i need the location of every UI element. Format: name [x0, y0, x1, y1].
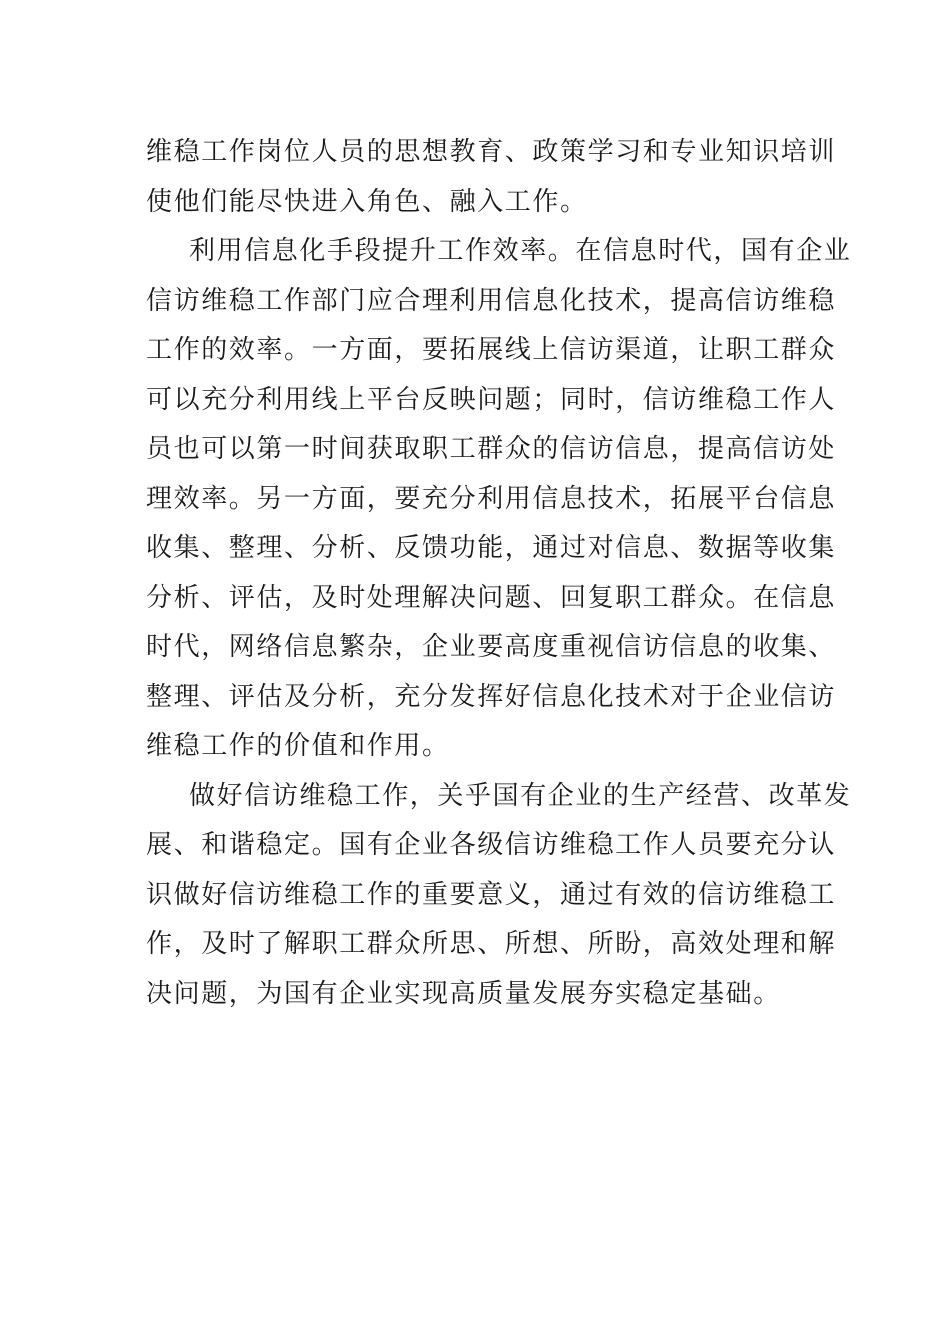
- text-line: 决问题，为国有企业实现高质量发展夯实稳定基础。: [146, 978, 781, 1009]
- paragraph-1: [146, 128, 837, 227]
- text-line: 利用信息化手段提升工作效率。在信息时代，国有企业: [189, 236, 852, 266]
- text-line: 可以充分利用线上平台反映问题；同时，信访维稳工作人: [146, 384, 837, 415]
- paragraph-3: [146, 772, 852, 1020]
- text-line: 使他们能尽快进入角色、融入工作。: [146, 186, 588, 217]
- text-line: 识做好信访维稳工作的重要意义，通过有效的信访维稳工: [146, 879, 837, 910]
- text-line: 收集、整理、分析、反馈功能，通过对信息、数据等收集: [146, 533, 837, 563]
- text-line: 工作的效率。一方面，要拓展线上信访渠道，让职工群众: [146, 335, 837, 365]
- text-line: 维稳工作的价值和作用。: [146, 731, 450, 761]
- text-line: 作，及时了解职工群众所思、所想、所盼，高效处理和解: [146, 929, 837, 959]
- text-line: 分析、评估，及时处理解决问题、回复职工群众。在信息: [146, 582, 837, 613]
- text-line: 做好信访维稳工作，关乎国有企业的生产经营、改革发: [189, 780, 852, 811]
- text-line: 信访维稳工作部门应合理利用信息化技术，提高信访维稳: [146, 285, 837, 316]
- document-body: [146, 128, 852, 1019]
- text-line: 理效率。另一方面，要充分利用信息技术，拓展平台信息: [146, 483, 837, 514]
- text-line: 整理、评估及分析，充分发挥好信息化技术对于企业信访: [146, 681, 837, 712]
- paragraph-2: [146, 227, 852, 772]
- text-line: 展、和谐稳定。国有企业各级信访维稳工作人员要充分认: [146, 830, 837, 860]
- text-line: 维稳工作岗位人员的思想教育、政策学习和专业知识培训: [146, 137, 837, 167]
- text-line: 员也可以第一时间获取职工群众的信访信息，提高信访处: [146, 434, 837, 464]
- text-line: 时代，网络信息繁杂，企业要高度重视信访信息的收集、: [146, 632, 837, 662]
